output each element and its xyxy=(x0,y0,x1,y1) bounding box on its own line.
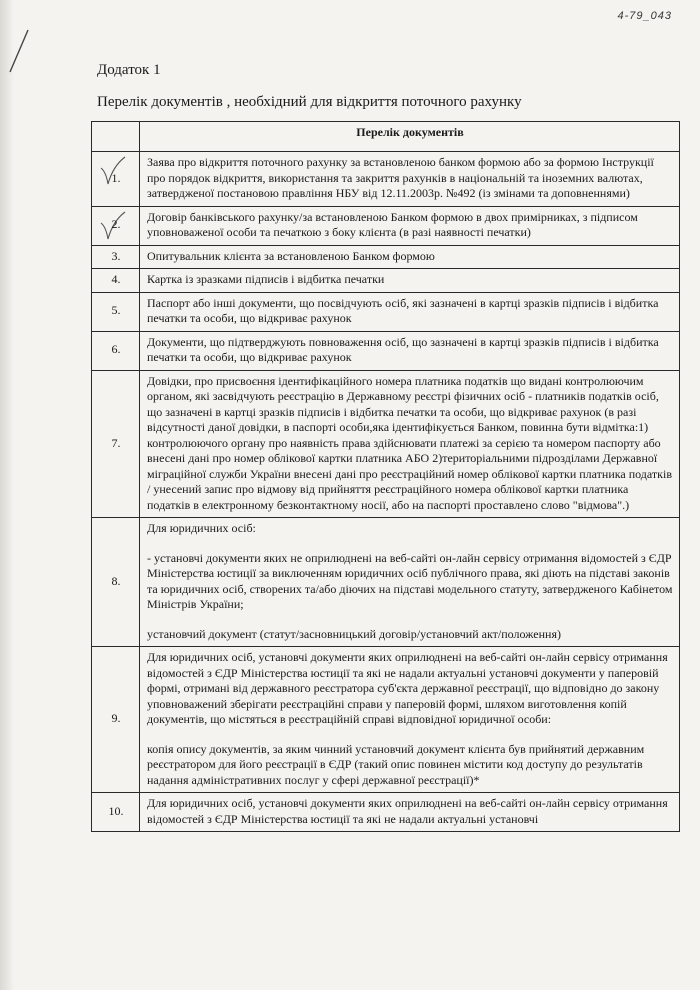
row-text-cell xyxy=(140,292,680,331)
table-row xyxy=(92,518,680,647)
row-text-cell xyxy=(140,518,680,647)
row-text-cell xyxy=(140,269,680,293)
table-header: Перелік документів xyxy=(140,122,680,152)
row-paragraph: копія опису документів, за яким чинний установчий документ клієнта був прийнятий державним реєстратором для його реєстрації в ЄДР (такий опис повинен містити код доступу до результатів надання адміністративних послуг у сфері державної реєстрації)* xyxy=(147,741,645,787)
row-number: 10. xyxy=(108,803,124,818)
row-number: 4. xyxy=(111,272,121,286)
row-paragraph: Документи, що підтверджують повноваження осіб, що зазначені в картці зразків підписів і відбитка печатки та особи, що відкриває рахунок xyxy=(147,334,659,364)
table-header-number-cell xyxy=(92,122,140,152)
row-text-cell xyxy=(140,370,680,518)
documents-table xyxy=(91,121,680,832)
row-number-cell xyxy=(92,245,140,269)
row-number-cell xyxy=(92,206,140,245)
row-paragraph: Заява про відкриття поточного рахунку за встановленою банком формою або за формою Інструкції про порядок відкриття, використання та закриття рахунків в національній та іноземних валютах, затвердженої постановою правління НБУ від 12.11.2003р. №492 (із змінами та доповненнями) xyxy=(147,155,654,200)
row-number: 6. xyxy=(111,342,121,357)
table-row xyxy=(92,206,680,245)
row-text-cell xyxy=(140,206,680,245)
row-number-cell xyxy=(92,793,140,832)
row-number-cell xyxy=(92,518,140,647)
scan-edge-shadow xyxy=(0,0,14,990)
row-number-cell xyxy=(92,647,140,793)
table-header-row xyxy=(92,122,680,152)
appendix-label: Додаток 1 xyxy=(97,62,161,78)
row-number: 3. xyxy=(111,248,121,263)
row-paragraph: Договір банківського рахунку/за встановленою Банком формою в двох примірниках, з підписом уповноваженої особи та печаткою з боку клієнта (в разі наявності печатки) xyxy=(147,209,638,239)
table-row xyxy=(92,292,680,331)
row-number: 7. xyxy=(111,435,121,450)
table-row xyxy=(92,331,680,370)
row-number: 2. xyxy=(111,217,121,232)
row-paragraph: Опитувальник клієнта за встановленою Банком формою xyxy=(147,248,435,263)
row-text-cell xyxy=(140,331,680,370)
row-paragraph: - установчі документи яких не оприлюднені на веб-сайті он-лайн сервісу отримання відомостей з ЄДР Міністерства юстиції за виключенням юридичних осіб публічного права, які діють на підставі законів та юридичних осіб, створених та/або діючих на підставі модельного статуту, затвердженого Кабінетом Міністрів України; xyxy=(147,550,673,611)
row-number-cell xyxy=(92,370,140,518)
table-row xyxy=(92,245,680,269)
table-row xyxy=(92,152,680,207)
table-body xyxy=(92,152,680,832)
row-number: 9. xyxy=(111,711,121,726)
pen-stroke-mark xyxy=(4,28,34,78)
row-number: 5. xyxy=(111,303,121,318)
row-text-cell xyxy=(140,152,680,207)
table-row xyxy=(92,370,680,518)
row-text-cell xyxy=(140,647,680,793)
document-title: Перелік документів , необхідний для відкриття поточного рахунку xyxy=(97,94,522,110)
table-row xyxy=(92,269,680,293)
row-number-cell xyxy=(92,152,140,207)
row-number-cell xyxy=(92,292,140,331)
row-number: 8. xyxy=(111,573,121,588)
row-number: 1. xyxy=(111,170,121,185)
row-paragraph: Для юридичних осіб, установчі документи яких оприлюднені на веб-сайті он-лайн сервісу отримання відомостей з ЄДР Міністерства юстиції та які не надали актуальні установчі документи у паперовій формі, отримані від державного реєстратора суб'єкта державної реєстрації, що відповідно до закону уповноважений зберігати реєстраційні справи у паперовій формі, шляхом виготовлення копій документів, що містяться в реєстраційній справі відповідної юридичної особи: xyxy=(147,650,668,726)
table-row xyxy=(92,793,680,832)
row-paragraph: Паспорт або інші документи, що посвідчують осіб, які зазначені в картці зразків підписів і відбитка печатки та особи, що відкриває рахунок xyxy=(147,295,659,325)
row-text-cell xyxy=(140,245,680,269)
row-paragraph: Картка із зразками підписів і відбитка печатки xyxy=(147,272,385,286)
row-paragraph: Довідки, про присвоєння ідентифікаційного номера платника податків що видані контролюючим органом, які засвідчують реєстрацію в Державному реєстрі фізичних осіб - платників податків осіб, що зазначені в картці зразків підписів і відбитка печатки та особи, що відкриває рахунок (в разі відсутності даної довідки, в паспорті особи,яка ідентифікується Банком, повинна бути відмітка:1) контролюючого органу про наявність права здійснювати платежі за серією та номером паспорту або внесені дані про номер облікової картки платника АБО 2)територіальними підрозділами Державної міграційної служби України внесені дані про реєстраційний номер облікової картки платника податків / унесений запис про відмову від прийняття реєстраційного номера облікової картки платника податків в електронному безконтактному носії, або на паспорті проставлено слово "відмова".) xyxy=(147,373,672,512)
row-number-cell xyxy=(92,269,140,293)
row-paragraph: установчий документ (статут/засновницький договір/установчий акт/положення) xyxy=(147,626,561,641)
document-code: 4-79_043 xyxy=(617,10,672,22)
row-text-cell xyxy=(140,793,680,832)
row-paragraph: Для юридичних осіб, установчі документи яких оприлюднені на веб-сайті он-лайн сервісу отримання відомостей з ЄДР Міністерства юстиції та які не надали актуальні установчі xyxy=(147,796,668,826)
row-paragraph: Для юридичних осіб: xyxy=(147,521,256,535)
row-number-cell xyxy=(92,331,140,370)
table-row xyxy=(92,647,680,793)
